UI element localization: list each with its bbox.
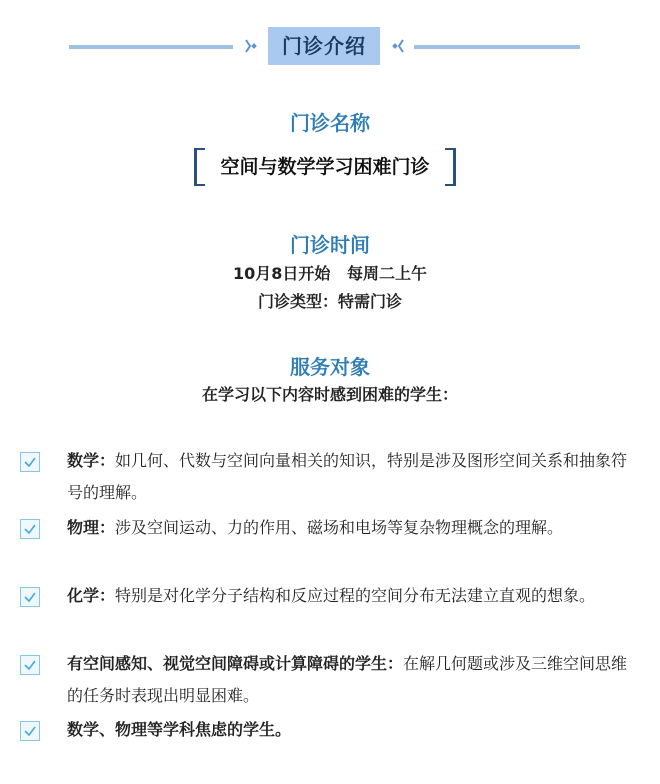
item-sep: ： bbox=[99, 586, 116, 605]
item-label: 有空间感知、视觉空间障碍或计算障碍的学生 bbox=[67, 654, 388, 673]
checked-box-icon bbox=[20, 519, 40, 539]
list-item-text bbox=[67, 445, 640, 509]
service-heading: 服务对象 bbox=[290, 355, 370, 379]
checked-box-icon bbox=[20, 452, 40, 472]
item-sep: ： bbox=[99, 518, 116, 537]
diamond-ornament-icon bbox=[243, 38, 257, 54]
header-divider-right bbox=[414, 45, 580, 49]
item-desc: 如几何、代数与空间向量相关的知识，特别是涉及图形空间关系和抽象符号的理解。 bbox=[67, 451, 628, 502]
clinic-schedule: 10月8日开始 每周二上午 bbox=[232, 264, 428, 283]
list-item-text bbox=[67, 512, 640, 544]
item-label: 物理 bbox=[67, 518, 100, 537]
service-intro: 在学习以下内容时感到困难的学生： bbox=[201, 385, 458, 404]
list-item-text bbox=[67, 714, 640, 746]
item-label: 数学 bbox=[67, 451, 100, 470]
diamond-ornament-icon bbox=[392, 38, 406, 54]
clinic-name-box bbox=[194, 148, 456, 184]
item-label: 化学 bbox=[67, 586, 100, 605]
section-header bbox=[0, 27, 660, 65]
clinic-type: 门诊类型：特需门诊 bbox=[257, 292, 402, 311]
item-desc: 在解几何题或涉及三维空间思维的任务时表现出明显困难。 bbox=[67, 654, 628, 705]
clinic-time-heading: 门诊时间 bbox=[290, 233, 370, 257]
checked-box-icon bbox=[20, 655, 40, 675]
list-item-text bbox=[67, 580, 640, 612]
clinic-name-heading: 门诊名称 bbox=[290, 111, 370, 135]
page-title: 门诊介绍 bbox=[268, 27, 380, 65]
checked-box-icon bbox=[20, 587, 40, 607]
header-divider-left bbox=[69, 45, 233, 49]
checked-box-icon bbox=[20, 721, 40, 741]
item-desc: 特别是对化学分子结构和反应过程的空间分布无法建立直观的想象。 bbox=[115, 586, 596, 605]
item-sep: ： bbox=[99, 451, 116, 470]
item-desc: 涉及空间运动、力的作用、磁场和电场等复杂物理概念的理解。 bbox=[115, 518, 564, 537]
clinic-name: 空间与数学学习困难门诊 bbox=[220, 156, 430, 178]
list-item-text bbox=[67, 648, 640, 712]
item-label: 数学、物理等学科焦虑的学生。 bbox=[67, 720, 292, 739]
item-sep: ： bbox=[387, 654, 404, 673]
